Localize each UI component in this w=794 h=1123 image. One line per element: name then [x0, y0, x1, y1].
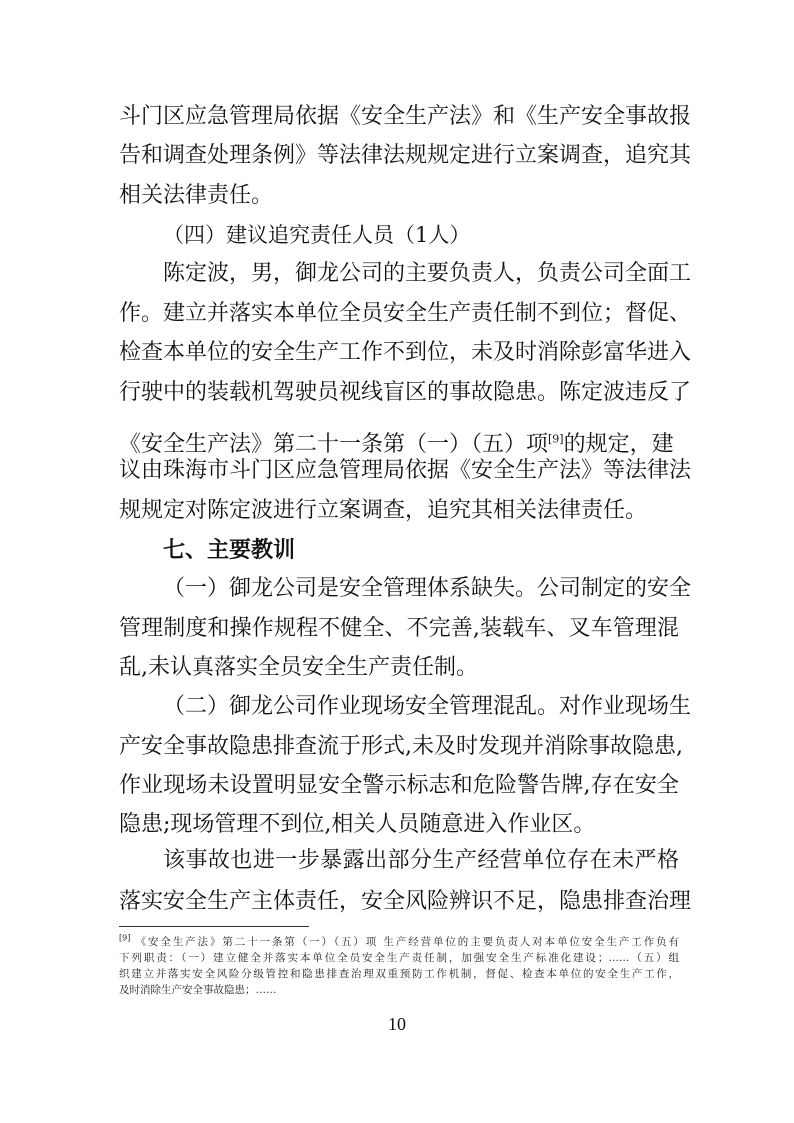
footnote-line	[119, 935, 679, 950]
footnote-text: 《安全生产法》第二十一条第（一）（五）项 生产经营单位的主要负责人对本单位安全生产工作负有	[135, 936, 679, 948]
body-line: 相关法律责任。	[119, 183, 274, 208]
body-line: 检查本单位的安全生产工作不到位，未及时消除彭富华进入	[119, 340, 692, 365]
body-line: 陈定波，男，御龙公司的主要负责人，负责公司全面工	[163, 261, 692, 286]
body-line: 议由珠海市斗门区应急管理局依据《安全生产法》等法律法	[119, 458, 692, 483]
footnote-line: 及时消除生产安全事故隐患；……	[119, 984, 277, 996]
body-line: 乱,未认真落实全员安全生产责任制。	[119, 655, 478, 680]
footnote-line: 下列职责：（一）建立健全并落实本单位全员安全生产责任制，加强安全生产标准化建设；……（五）组	[119, 952, 679, 964]
footnote-separator	[119, 926, 309, 927]
body-text: 《安全生产法》第二十一条第（一）（五）项	[119, 432, 549, 457]
subsection-heading: （四）建议追究责任人员（1人）	[163, 223, 471, 247]
body-line: 规规定对陈定波进行立案调查，追究其相关法律责任。	[119, 498, 648, 523]
body-line: 隐患;现场管理不到位,相关人员随意进入作业区。	[119, 812, 596, 837]
body-line: （二）御龙公司作业现场安全管理混乱。对作业现场生	[163, 694, 692, 719]
body-line: 管理制度和操作规程不健全、不完善,装载车、叉车管理混	[119, 616, 679, 641]
body-line: 告和调查处理条例》等法律法规规定进行立案调查，追究其	[119, 143, 692, 168]
section-heading: 七、主要教训	[163, 537, 296, 563]
footnote-mark: [9]	[119, 933, 131, 943]
body-text: 的规定，建	[563, 432, 674, 457]
footnote-reference[interactable]: [9]	[548, 432, 564, 446]
body-line: 作。建立并落实本单位全员安全生产责任制不到位；督促、	[119, 301, 692, 326]
footnote-line: 织建立并落实安全风险分级管控和隐患排查治理双重预防工作机制，督促、检查本单位的安全生产工作，	[119, 968, 679, 980]
body-line: 该事故也进一步暴露出部分生产经营单位存在未严格	[163, 848, 679, 873]
body-line: （一）御龙公司是安全管理体系缺失。公司制定的安全	[163, 576, 692, 601]
body-line: 落实安全生产主体责任，安全风险辨识不足，隐患排查治理	[119, 889, 692, 914]
page-number: 10	[388, 1014, 406, 1034]
body-line: 行驶中的装载机驾驶员视线盲区的事故隐患。陈定波违反了	[119, 380, 692, 405]
body-line: 产安全事故隐患排查流于形式,未及时发现并消除事故隐患,	[119, 734, 683, 759]
body-line: 斗门区应急管理局依据《安全生产法》和《生产安全事故报	[119, 104, 692, 129]
body-line: 作业现场未设置明显安全警示标志和危险警告牌,存在安全	[119, 773, 679, 798]
